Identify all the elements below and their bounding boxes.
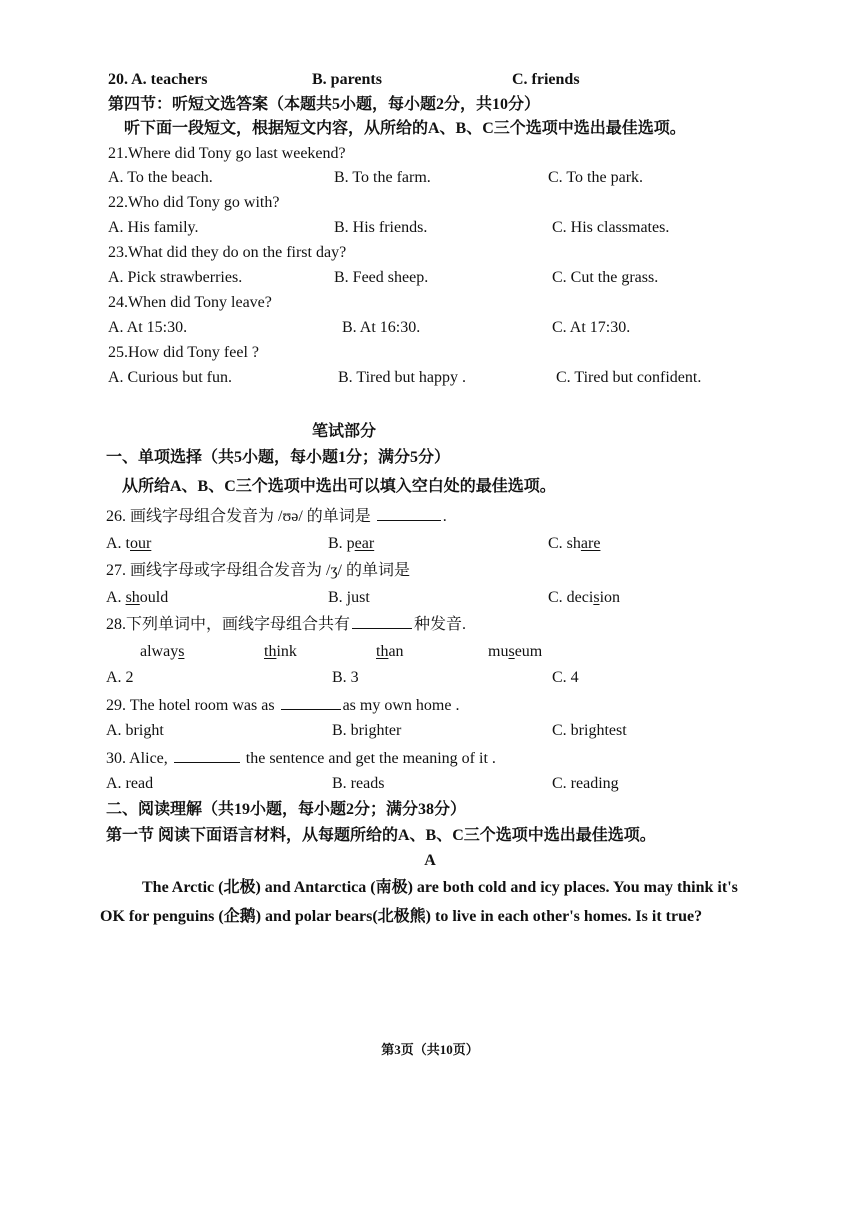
q26-answer-blank (377, 504, 441, 521)
passage-a-text: The Arctic (北极) and Antarctica (南极) are both cold and icy places. You may think it's OK for penguins (企鹅) and polar bears(北极熊) to live in each other's homes. Is it true? (100, 879, 738, 925)
q21-option-a: A. To the beach. (108, 169, 213, 186)
page-footer: 第3页（共10页） (381, 1042, 479, 1057)
q27-option-b: B. just (328, 589, 370, 606)
q27-option-a: A. should (106, 589, 169, 606)
passage-label: A (424, 852, 436, 869)
q28-words-row (0, 640, 860, 664)
part1-title-row (0, 446, 860, 470)
q21-option-b: B. To the farm. (334, 169, 431, 186)
q24-option-c: C. At 17:30. (552, 319, 631, 336)
q30-question-row (0, 746, 860, 770)
q28-option-c: C. 4 (552, 669, 579, 686)
q28-question: 28.下列单词中，画线字母组合共有 种发音. (106, 612, 466, 637)
q21-option-c: C. To the park. (548, 169, 644, 186)
q22-question-row (0, 191, 860, 215)
q30-option-a: A. read (106, 775, 154, 792)
section4-title: 第四节：听短文选答案（本题共5小题，每小题2分，共10分） (108, 96, 541, 113)
q20-option-a: 20. A. teachers (108, 71, 208, 88)
q21-options-row (0, 166, 860, 190)
part1-title: 一、单项选择（共5小题，每小题1分；满分5分） (106, 449, 451, 466)
section4-instruction-row (0, 117, 860, 141)
q23-option-b: B. Feed sheep. (334, 269, 429, 286)
q25-options-row (0, 366, 860, 390)
q24-options-row (0, 316, 860, 340)
part2-title: 二、阅读理解（共19小题，每小题2分；满分38分） (106, 801, 467, 818)
q26-question-row (0, 504, 860, 528)
part2-title-row (0, 798, 860, 822)
q28-answer-blank (352, 612, 412, 629)
q23-option-a: A. Pick strawberries. (108, 269, 243, 286)
section4-instruction: 听下面一段短文，根据短文内容，从所给的A、B、C三个选项中选出最佳选项。 (124, 120, 686, 137)
q22-question: 22.Who did Tony go with? (108, 194, 280, 211)
written-title: 笔试部分 (312, 423, 377, 440)
q28-question-row (0, 612, 860, 636)
q30-options-row (0, 772, 860, 796)
q23-question: 23.What did they do on the first day? (108, 244, 347, 261)
q26-option-a: A. tour (106, 535, 152, 552)
q29-question: 29. The hotel room was as as my own home . (106, 693, 459, 718)
q22-option-b: B. His friends. (334, 219, 428, 236)
q22-option-c: C. His classmates. (552, 219, 670, 236)
q26-option-b: B. pear (328, 535, 375, 552)
q29-option-b: B. brighter (332, 722, 402, 739)
q29-question-row (0, 693, 860, 717)
passage-label-row (0, 849, 860, 873)
q23-option-c: C. Cut the grass. (552, 269, 659, 286)
section4-title-row (0, 93, 860, 117)
q20-option-b: B. parents (312, 71, 382, 88)
q24-option-a: A. At 15:30. (108, 319, 188, 336)
q27-option-c: C. decision (548, 589, 621, 606)
q28-option-a: A. 2 (106, 669, 134, 686)
q27-question: 27. 画线字母或字母组合发音为 /ʒ/ 的单词是 (106, 562, 410, 579)
q28-word-4: museum (488, 643, 543, 660)
part1-instruction: 从所给A、B、C三个选项中选出可以填入空白处的最佳选项。 (122, 478, 556, 495)
q26-option-c: C. share (548, 535, 601, 552)
part2-section1-row (0, 824, 860, 848)
q20-row (0, 68, 860, 92)
q25-option-c: C. Tired but confident. (556, 369, 702, 386)
q28-word-3: than (376, 643, 404, 660)
q27-options-row (0, 586, 860, 610)
q26-question: 26. 画线字母组合发音为 /ʊə/ 的单词是 . (106, 504, 447, 529)
part1-instruction-row (0, 475, 860, 499)
q28-options-row (0, 666, 860, 690)
q24-question-row (0, 291, 860, 315)
q20-option-c: C. friends (512, 71, 580, 88)
part2-section1: 第一节 阅读下面语言材料，从每题所给的A、B、C三个选项中选出最佳选项。 (106, 827, 656, 844)
q22-option-a: A. His family. (108, 219, 199, 236)
q29-option-c: C. brightest (552, 722, 627, 739)
q23-options-row (0, 266, 860, 290)
q27-question-row (0, 559, 860, 583)
q29-option-a: A. bright (106, 722, 164, 739)
q29-options-row (0, 719, 860, 743)
q28-word-2: think (264, 643, 297, 660)
q25-option-b: B. Tired but happy . (338, 369, 467, 386)
q23-question-row (0, 241, 860, 265)
q30-option-c: C. reading (552, 775, 619, 792)
q29-answer-blank (281, 693, 341, 710)
q25-question: 25.How did Tony feel ? (108, 344, 259, 361)
written-title-row (0, 420, 860, 444)
q30-question: 30. Alice, the sentence and get the meaning of it . (106, 746, 496, 771)
q25-option-a: A. Curious but fun. (108, 369, 232, 386)
q30-answer-blank (174, 746, 240, 763)
q26-options-row (0, 532, 860, 556)
q30-option-b: B. reads (332, 775, 385, 792)
q28-word-1: always (140, 643, 185, 660)
q24-option-b: B. At 16:30. (342, 319, 421, 336)
q21-question-row (0, 142, 860, 166)
q25-question-row (0, 341, 860, 365)
q24-question: 24.When did Tony leave? (108, 294, 272, 311)
q22-options-row (0, 216, 860, 240)
q21-question: 21.Where did Tony go last weekend? (108, 145, 346, 162)
q28-option-b: B. 3 (332, 669, 359, 686)
